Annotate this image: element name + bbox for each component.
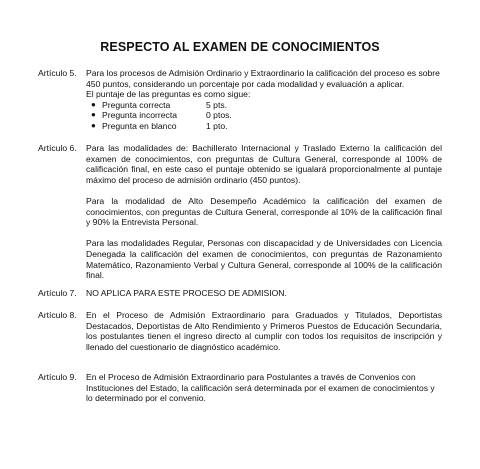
score-value: 1 pto. [206, 120, 228, 131]
article-label: Artículo 9. [38, 372, 77, 382]
article-paragraph: En el Proceso de Admisión Extraordinario para Postulantes a través de Convenios con Instituciones del Estado, la calificación será determinada por el examen de conocimientos y lo determinado por el convenio. [86, 372, 435, 404]
article-paragraph: NO APLICA PARA ESTE PROCESO DE ADMISION. [86, 288, 287, 298]
bullet-icon: ● [91, 110, 96, 120]
article-paragraph: En el Proceso de Admisión Extraordinario para Graduados y Titulados, Deportistas Destacados, Deportistas de Alto Rendimiento y Primeros Puestos de Educación Secundaria, los postulantes tienen el ingreso directo al cumplir con todos los requisitos de inscripción y llenado del cuestionario de diagnóstico académico. [86, 310, 442, 352]
article-body [86, 68, 442, 132]
list-item [86, 121, 442, 132]
score-label: Pregunta correcta [102, 99, 171, 110]
list-item [86, 100, 442, 111]
article-paragraph: Para los procesos de Admisión Ordinario y Extraordinario la calificación del proceso es sobre 450 puntos, considerando un porcentaje por cada modalidad y evaluación a aplicar. [86, 68, 440, 89]
article-paragraph: Para las modalidades de: Bachillerato Internacional y Traslado Externo la calificación del examen de conocimientos, con preguntas de Cultura General, corresponde al 100% de calificación final, en este caso el puntaje obtenido se igualará proporcionalmente al puntaje máximo del proceso de admisión ordinario (450 puntos). [86, 143, 442, 185]
article-paragraph: Para las modalidades Regular, Personas con discapacidad y de Universidades con Licencia Denegada la calificación del examen de conocimientos, con preguntas de Razonamiento Matemático, Razonamiento Verbal y Cultura General, corresponde al 100% de la calificación final. [86, 238, 442, 281]
page-title: RESPECTO AL EXAMEN DE CONOCIMIENTOS [100, 40, 380, 54]
article-label: Artículo 6. [38, 143, 77, 153]
bullet-icon: ● [91, 120, 96, 130]
article-label: Artículo 5. [38, 68, 77, 78]
score-label: Pregunta en blanco [102, 120, 177, 131]
score-value: 5 pts. [206, 99, 228, 110]
list-item [86, 110, 442, 121]
article-label: Artículo 7. [38, 288, 77, 298]
bullet-icon: ● [91, 99, 96, 109]
article-body [86, 288, 442, 299]
article-body [86, 372, 442, 404]
score-value: 0 ptos. [206, 110, 232, 121]
score-label: Pregunta incorrecta [102, 110, 177, 121]
article-label: Artículo 8. [38, 310, 77, 320]
article-body [86, 143, 442, 281]
article-paragraph: El puntaje de las preguntas es como sigue: [86, 89, 251, 100]
article-paragraph: Para la modalidad de Alto Desempeño Académico la calificación del examen de conocimientos, con preguntas de Cultura General, corresponde al 10% de la calificación final y 90% la Entrevista Personal. [86, 195, 442, 228]
article-body [86, 310, 442, 352]
score-list [86, 100, 442, 132]
